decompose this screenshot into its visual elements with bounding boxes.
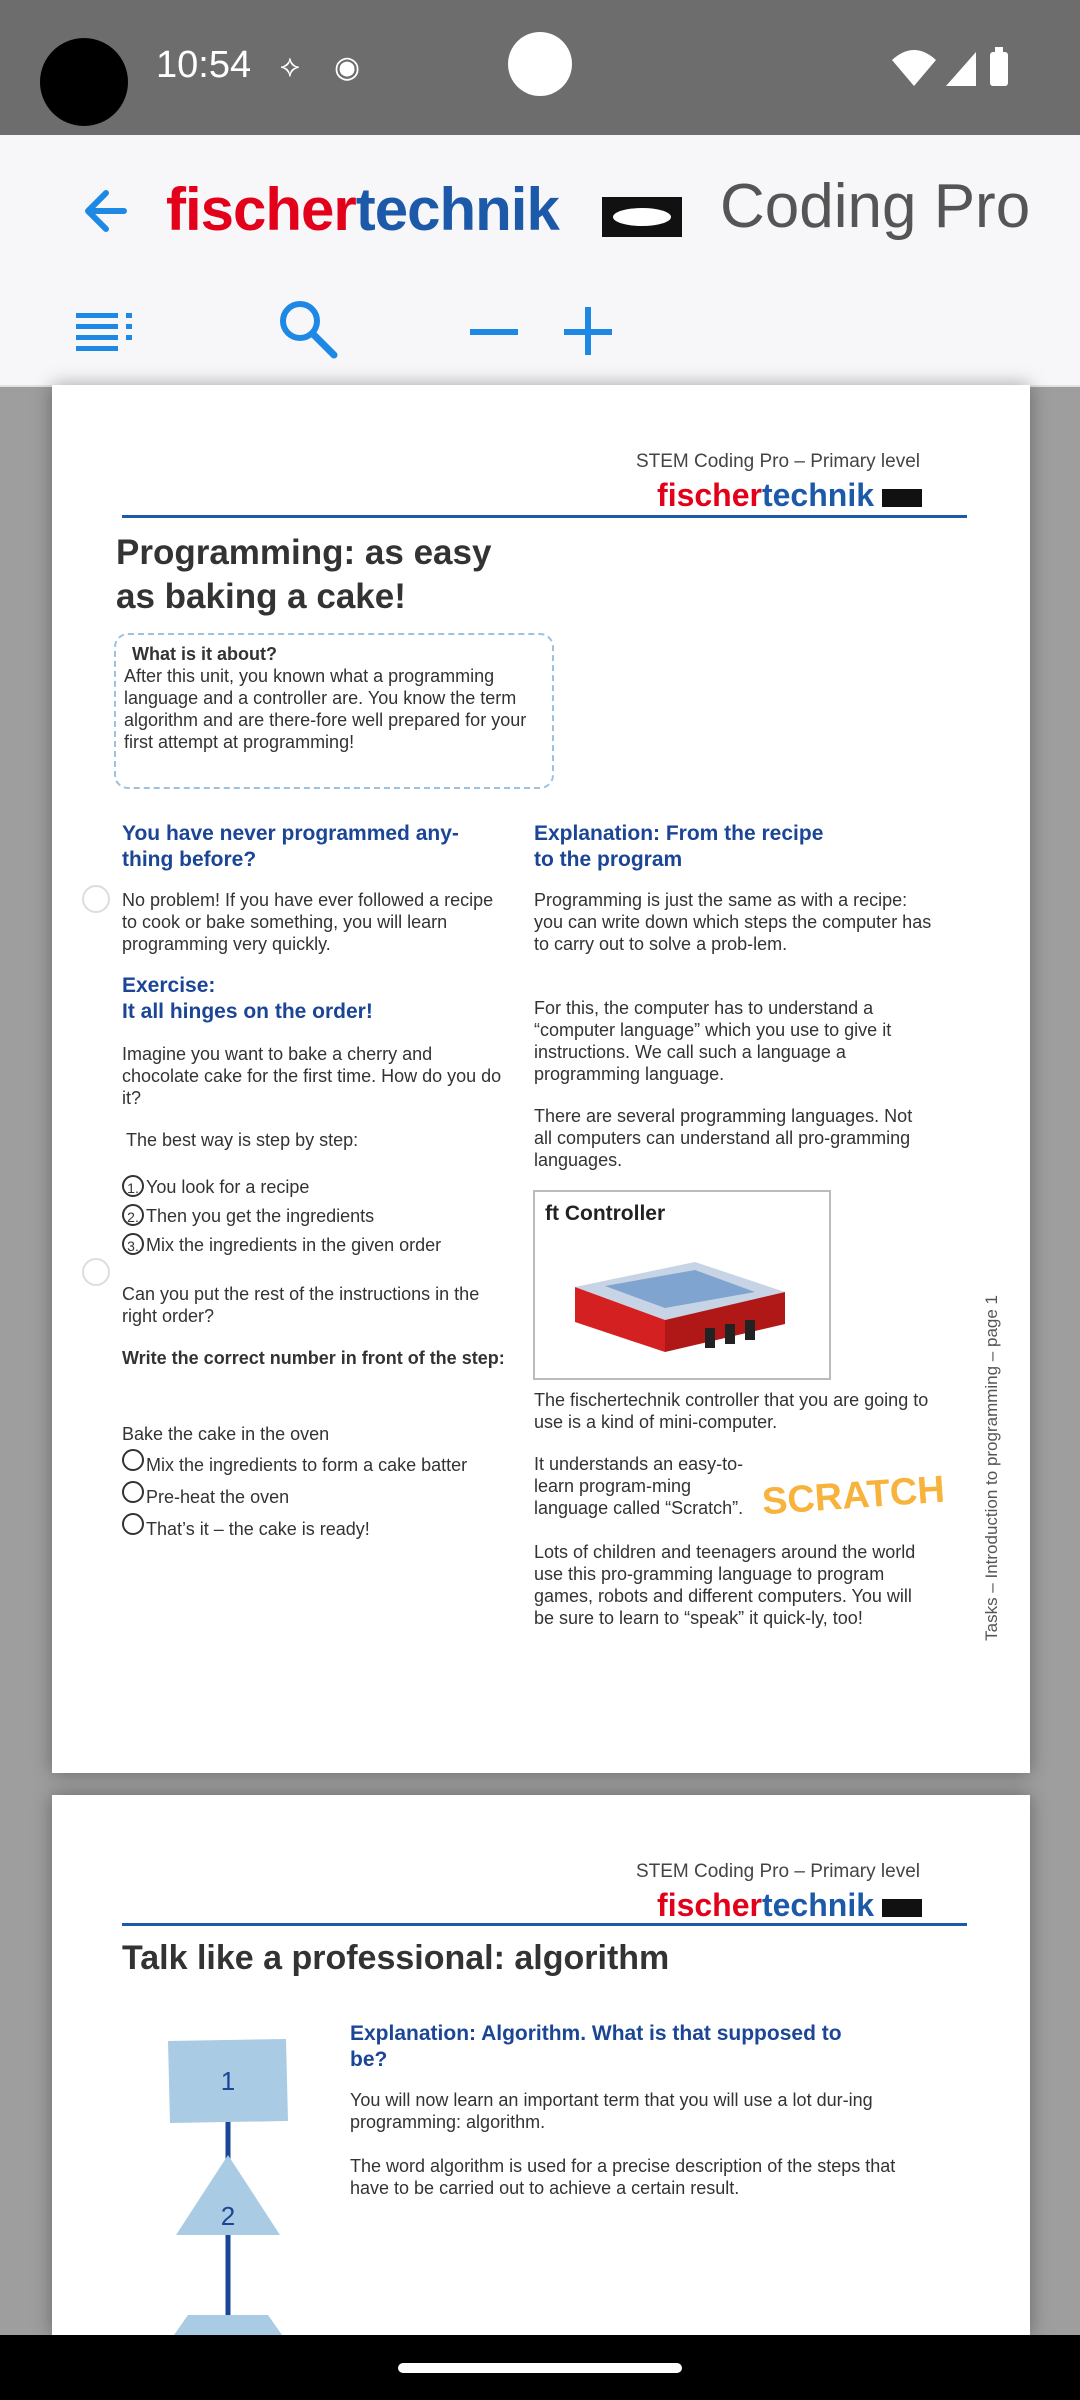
- intro-box-text: After this unit, you known what a programming language and a controller are. You know the term algorithm and are there-fore well prepared for your first attempt at programming!: [124, 666, 527, 752]
- header-divider: [122, 1923, 967, 1926]
- brand-logo: fischertechnik: [166, 176, 559, 243]
- step-item-1: 1. You look for a recipe: [122, 1175, 309, 1198]
- status-icons: [890, 46, 1020, 90]
- brand-fish-icon: [602, 197, 682, 237]
- exercise-paragraph-3: Can you put the rest of the instructions in the right order?: [122, 1284, 480, 1326]
- order-item-3[interactable]: That’s it – the cake is ready!: [122, 1513, 370, 1540]
- camera-cutout: [40, 38, 128, 126]
- intro-box-title: What is it about?: [132, 644, 277, 664]
- diagram-step-1: 1: [220, 2066, 236, 2096]
- page-header-text: STEM Coding Pro – Primary level: [635, 1861, 920, 1882]
- battery-icon: [990, 52, 1008, 86]
- app-notification-icon: ◉: [334, 51, 361, 84]
- exercise-paragraph-2: The best way is step by step:: [126, 1130, 359, 1150]
- step-item-3: 3. Mix the ingredients in the given order: [122, 1233, 441, 1256]
- right-paragraph-2: For this, the computer has to understand a “computer language” which you use to give it instructions. We call such a language a programming language.: [534, 998, 892, 1084]
- home-gesture-handle[interactable]: [398, 2363, 682, 2373]
- step-item-2: 2. Then you get the ingredients: [122, 1204, 374, 1227]
- document-page-2[interactable]: [52, 1795, 1030, 2335]
- controller-image: [565, 1242, 795, 1362]
- page-footer-side-text: Tasks – Introduction to programming – page 1: [982, 1295, 1001, 1641]
- explanation-paragraph-1: You will now learn an important term that you will use a lot dur-ing programming: algorithm.: [350, 2090, 873, 2132]
- zoom-in-icon[interactable]: [564, 307, 616, 359]
- document-page-1[interactable]: [52, 385, 1030, 1773]
- left-heading-1: You have never programmed any- thing before?: [122, 822, 459, 871]
- diagram-step-2: 2: [220, 2201, 236, 2231]
- right-heading-1: Explanation: From the recipe to the program: [534, 822, 824, 871]
- location-icon: ⟡: [280, 50, 300, 83]
- status-time: 10:54: [156, 44, 252, 86]
- app-bar: [0, 135, 1080, 387]
- explanation-paragraph-2: The word algorithm is used for a precise description of the steps that have to be carried out to achieve a certain result.: [350, 2156, 896, 2198]
- order-item-2[interactable]: Pre-heat the oven: [122, 1481, 289, 1508]
- right-paragraph-6: Lots of children and teenagers around the world use this pro-gramming language to program games, robots and different computers. You will be sure to learn to “speak” it quick-ly, too!: [534, 1542, 916, 1628]
- order-item-bake: Bake the cake in the oven: [122, 1424, 330, 1444]
- exercise-instruction: Write the correct number in front of the step:: [122, 1348, 505, 1368]
- page-marker: [82, 1258, 110, 1286]
- page-title: Programming: as easy as baking a cake!: [116, 533, 492, 616]
- page-brand-logo: fischertechnik: [657, 477, 922, 514]
- zoom-out-icon[interactable]: [470, 329, 520, 339]
- right-paragraph-4: The fischertechnik controller that you are going to use is a kind of mini-computer.: [534, 1390, 929, 1432]
- controller-figure: [533, 1190, 831, 1380]
- back-arrow-icon[interactable]: [78, 181, 138, 241]
- search-icon[interactable]: [276, 297, 340, 361]
- front-camera-icon: [508, 32, 572, 96]
- signal-icon: [946, 52, 976, 86]
- explanation-heading: Explanation: Algorithm. What is that supposed to be?: [350, 2022, 842, 2071]
- exercise-paragraph-1: Imagine you want to bake a cherry and chocolate cake for the first time. How do you do it?: [122, 1044, 502, 1108]
- right-paragraph-1: Programming is just the same as with a recipe: you can write down which steps the computer has to carry out to solve a prob-lem.: [534, 890, 932, 954]
- controller-figure-title: ft Controller: [545, 1202, 666, 1225]
- table-of-contents-icon[interactable]: [76, 311, 136, 351]
- scratch-logo: SCRATCH: [760, 1468, 947, 1524]
- page-brand-logo: fischertechnik: [657, 1887, 922, 1924]
- app-title: Coding Pro: [720, 172, 1031, 241]
- order-item-1[interactable]: Mix the ingredients to form a cake batter: [122, 1449, 467, 1476]
- page-header-text: STEM Coding Pro – Primary level: [635, 451, 920, 472]
- wifi-icon: [892, 50, 936, 86]
- exercise-heading: Exercise: It all hinges on the order!: [122, 974, 373, 1023]
- left-paragraph-1: No problem! If you have ever followed a recipe to cook or bake something, you will learn programming very quickly.: [122, 890, 494, 954]
- page-marker: [82, 885, 110, 913]
- page-title: Talk like a professional: algorithm: [122, 1939, 670, 1977]
- right-paragraph-3: There are several programming languages. Not all computers can understand all pro-gramming languages.: [534, 1106, 913, 1170]
- header-divider: [122, 515, 967, 518]
- status-bar: [0, 0, 1080, 135]
- algorithm-diagram: [162, 2035, 302, 2335]
- right-paragraph-5: It understands an easy-to-learn program-ming language called “Scratch”.: [534, 1454, 744, 1518]
